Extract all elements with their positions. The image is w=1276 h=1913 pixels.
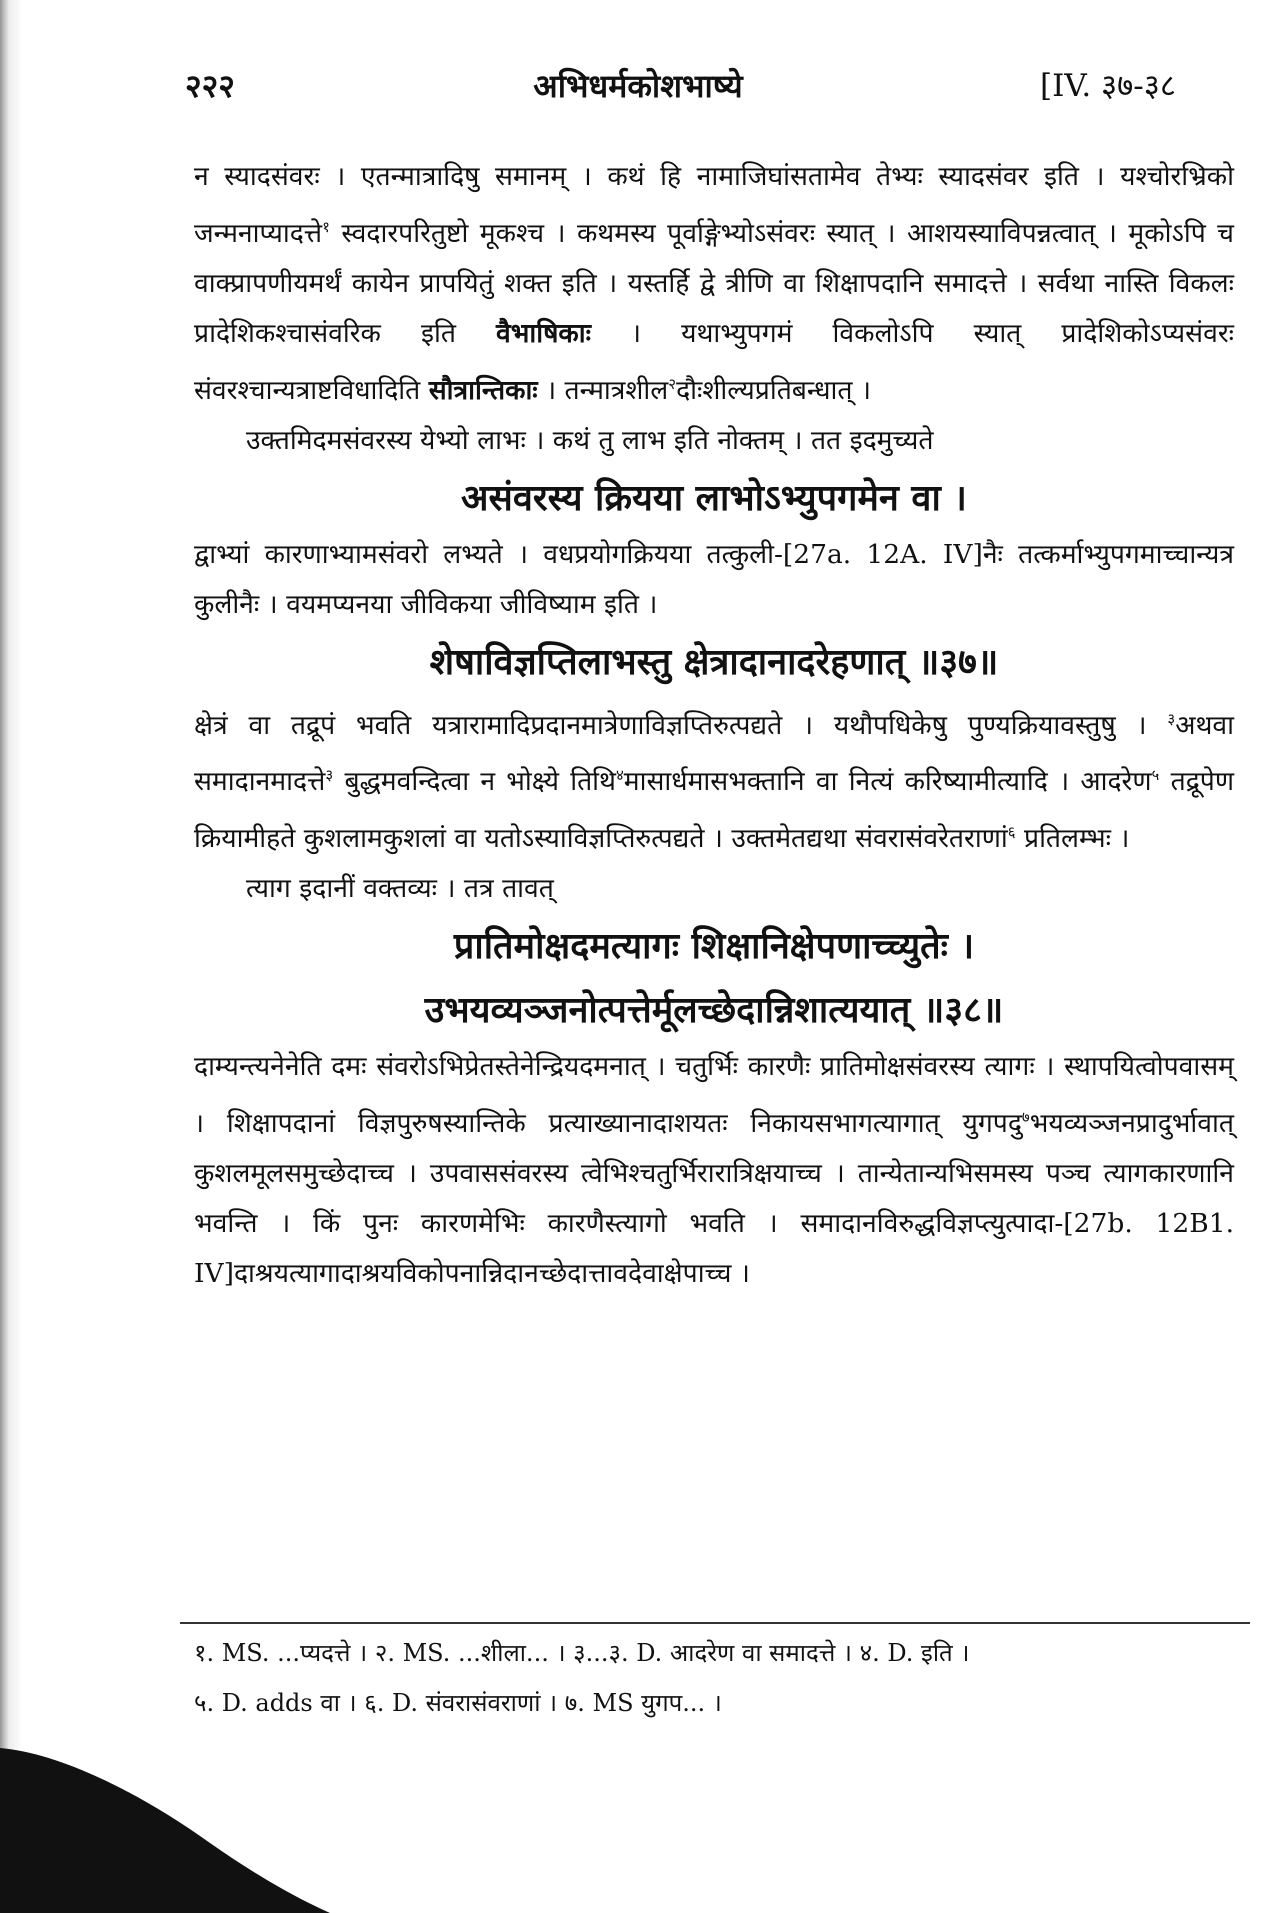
page-edge-shadow: [0, 0, 22, 1913]
paragraph-2: उक्तमिदमसंवरस्य येभ्यो लाभः । कथं तु लाभ इति नोक्तम् । तत इदमुच्यते: [246, 424, 934, 456]
paragraph-5: त्याग इदानीं वक्तव्यः । तत्र तावत्: [246, 873, 554, 905]
scan-corner-shadow: [0, 1713, 330, 1913]
footnote-marker: ३: [325, 766, 334, 785]
main-text: [194, 152, 1234, 1299]
footnote-marker: ६: [1007, 823, 1016, 842]
school-name-sautrantika: सौत्रान्तिकाः: [428, 374, 538, 406]
footnotes: [194, 1628, 1234, 1728]
footnote-divider: [180, 1622, 1250, 1624]
footnote-marker: २: [668, 374, 677, 393]
footnote-marker: ५: [1151, 766, 1160, 785]
verse-38-line-1: प्रातिमोक्षदमत्यागः शिक्षानिक्षेपणाच्च्युतेः ।: [453, 925, 975, 968]
footnote-line-1: १. MS. ...प्यदत्ते । २. MS. ...शीला... । ३...३. D. आदरेण वा समादत्ते । ४. D. इति ।: [194, 1639, 970, 1667]
page-header: [0, 64, 1276, 114]
section-reference: [IV. ३७-३८: [1040, 68, 1176, 104]
paragraph-1: न स्यादसंवरः । एतन्मात्रादिषु समानम् । कथं हि नामाजिघांसतामेव तेभ्यः स्यादसंवर इति । यश्चोरभ्रिको जन्मनाप्यादत्ते$^१$ स्वदारपरितुष्टो मूकश्च । कथमस्य पूर्वाङ्गेभ्योऽसंवरः स्यात् । आशयस्याविपन्नत्वात् । मूकोऽपि च वाक्प्रापणीयमर्थं कायेन प्रापयितुं शक्त इति । यस्तर्हि द्वे त्रीणि वा शिक्षापदानि समादत्ते । सर्वथा नास्ति विकलः प्रादेशिकश्चासंवरिक इति वैभाषिकाः । यथाभ्युपगमं विकलोऽपि स्यात् प्रादेशिकोऽप्यसंवरः संवरश्चान्यत्राष्टविधादिति सौत्रान्तिकाः । तन्मात्रशील$^२$दौःशील्यप्रतिबन्धात् ।: [194, 161, 1235, 406]
paragraph-3: द्वाभ्यां कारणाभ्यामसंवरो लभ्यते । वधप्रयोगक्रियया तत्कुली-[27a. 12A. IV]नैः तत्कर्माभ्युपगमाच्चान्यत्र कुलीनैः । वयमप्यनया जीविकया जीविष्याम इति ।: [194, 538, 1234, 620]
verse-karika: असंवरस्य क्रियया लाभोऽभ्युपगमेन वा ।: [461, 476, 967, 519]
page-number: २२२: [185, 67, 235, 105]
footnote-marker: १: [322, 218, 330, 236]
school-name-vaibhashika: वैभाषिकाः: [495, 317, 591, 349]
footnote-line-2: ५. D. adds वा । ६. D. संवरासंवराणां । ७. MS युगप... ।: [194, 1689, 722, 1717]
running-title: अभिधर्मकोशभाष्ये: [533, 67, 743, 105]
paragraph-4: क्षेत्रं वा तद्रूपं भवति यत्रारामादिप्रदानमात्रेणाविज्ञप्तिरुत्पद्यते । यथौपधिकेषु पुण्यक्रियावस्तुषु । $^३$अथवा समादानमादत्ते$^३$ बुद्धमवन्दित्वा न भोक्ष्ये तिथि$^४$मासार्धमासभक्तानि वा नित्यं करिष्यामीत्यादि । आदरेण$^५$ तद्रूपेण क्रियामीहते कुशलामकुशलां वा यतोऽस्याविज्ञप्तिरुत्पद्यते । उक्तमेतद्यथा संवरासंवरेतराणां$^६$ प्रतिलम्भः ।: [194, 709, 1235, 855]
verse-37: शेषाविज्ञप्तिलाभस्तु क्षेत्रादानादरेहणात् ॥३७॥: [429, 640, 999, 683]
footnote-marker: ४: [615, 766, 624, 785]
footnote-marker: ७: [1021, 1108, 1030, 1127]
footnote-marker: ३: [1167, 709, 1176, 728]
paragraph-6: दाम्यन्त्यनेनेति दमः संवरोऽभिप्रेतस्तेनेन्द्रियदमनात् । चतुर्भिः कारणैः प्रातिमोक्षसंवरस्य त्यागः । स्थापयित्वोपवासम् । शिक्षापदानां विज्ञपुरुषस्यान्तिके प्रत्याख्यानादाशयतः निकायसभागत्यागात् युगपदु$^७$भयव्यञ्जनप्रादुर्भावात् कुशलमूलसमुच्छेदाच्च । उपवाससंवरस्य त्वेभिश्चतुर्भिरारात्रिक्षयाच्च । तान्येतान्यभिसमस्य पञ्च त्यागकारणानि भवन्ति । किं पुनः कारणमेभिः कारणैस्त्यागो भवति । समादानविरुद्धविज्ञप्त्युत्पादा-[27b. 12B1. IV]दाश्रयत्यागादाश्रयविकोपनान्निदानच्छेदात्तावदेवाक्षेपाच्च ।: [194, 1051, 1234, 1289]
verse-38-line-2: उभयव्यञ्जनोत्पत्तेर्मूलच्छेदान्निशात्ययात् ॥३८॥: [424, 989, 1004, 1032]
